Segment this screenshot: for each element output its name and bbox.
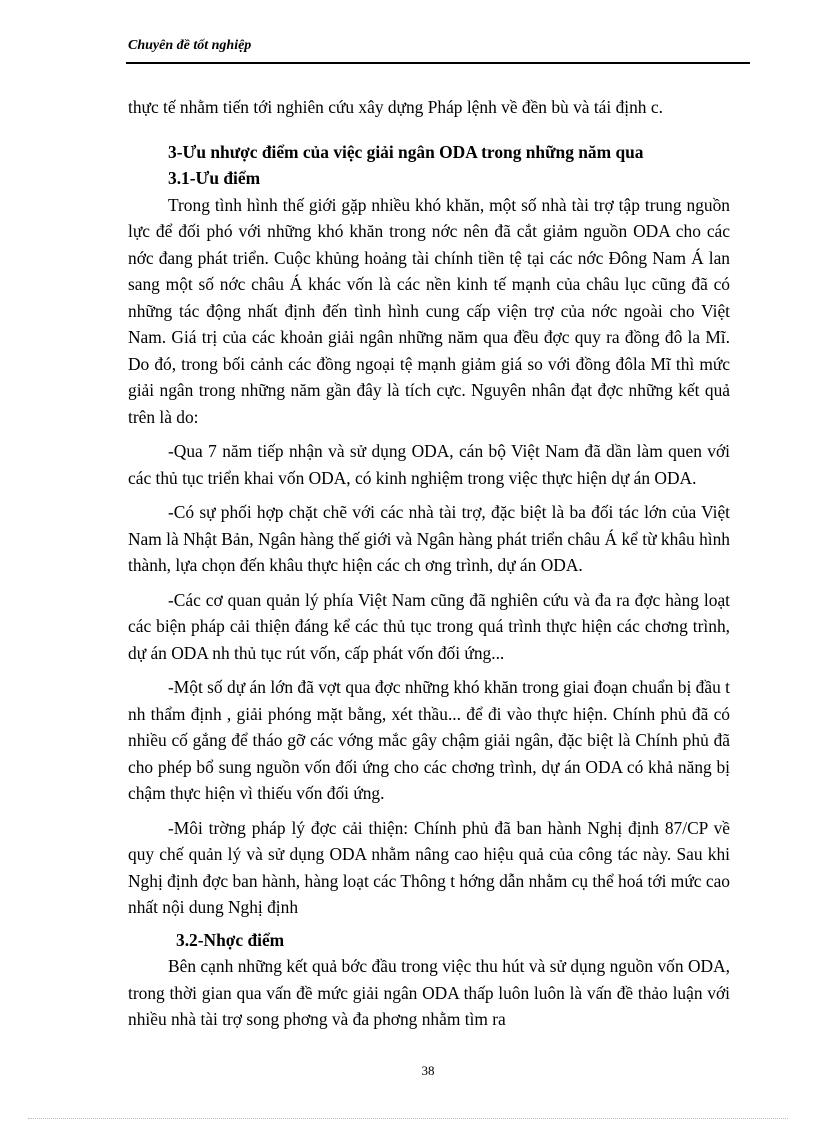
- subsection-heading-advantages: 3.1-Ưu điểm: [168, 168, 261, 188]
- list-item: -Qua 7 năm tiếp nhận và sử dụng ODA, cán bộ Việt Nam đã dần làm quen với các thủ tục triển khai vốn ODA, có kinh nghiệm trong việc thực hiện dự án ODA.: [128, 441, 730, 488]
- paragraph: Trong tình hình thế giới gặp nhiều khó khăn, một số nhà tài trợ tập trung nguồn lực để đối phó với những khó khăn trong nớc nên đã cắt giảm nguồn ODA cho các nớc đang phát triển. Cuộc khủng hoảng tài chính tiền tệ tại các nớc Đông Nam Á lan sang một số nớc châu Á khác vốn là các nền kinh tế mạnh của châu lục cũng đã có những tác động nhất định đến tình hình cung cấp viện trợ của nớc ngoài cho Việt Nam. Giá trị của các khoản giải ngân những năm qua đều đợc quy ra đồng đô la Mĩ. Do đó, trong bối cảnh các đồng ngoại tệ mạnh giảm giá so với đồng đôla Mĩ thì mức giải ngân trong những năm gần đây là tích cực. Nguyên nhân đạt đợc những kết quả trên là do:: [128, 194, 730, 427]
- footer-divider: [28, 1118, 788, 1119]
- paragraph: Bên cạnh những kết quả bớc đầu trong việc thu hút và sử dụng nguồn vốn ODA, trong thời gian qua vấn đề mức giải ngân ODA thấp luôn luôn là vấn đề thảo luận với nhiều nhà tài trợ song phơng và đa phơng nhằm tìm ra: [128, 956, 730, 1029]
- section-heading: 3-Ưu nhược điểm của việc giải ngân ODA trong những năm qua: [168, 141, 644, 162]
- list-item: -Môi trờng pháp lý đợc cải thiện: Chính phủ đã ban hành Nghị định 87/CP về quy chế quản lý và sử dụng ODA nhằm nâng cao hiệu quả của công tác này. Sau khi Nghị định đợc ban hành, hàng loạt các Thông t hớng dẫn nhằm cụ thể hoá tới mức cao nhất nội dung Nghị định: [128, 817, 730, 917]
- subsection-heading-disadvantages: 3.2-Nhợc điểm: [176, 929, 285, 950]
- running-header: Chuyên đề tốt nghiệp: [128, 38, 252, 53]
- list-item: -Các cơ quan quản lý phía Việt Nam cũng đã nghiên cứu và đa ra đợc hàng loạt các biện pháp cải thiện đáng kể các thủ tục trong quá trình thực hiện các chơng trình, dự án ODA nh thủ tục rút vốn, cấp phát vốn đối ứng...: [128, 589, 730, 663]
- header-divider: [126, 62, 750, 64]
- list-item: -Có sự phối hợp chặt chẽ với các nhà tài trợ, đặc biệt là ba đối tác lớn của Việt Nam là Nhật Bản, Ngân hàng thế giới và Ngân hàng phát triển châu Á kể từ khâu hình thành, lựa chọn đến khâu thực hiện các ch ơng trình, dự án ODA.: [128, 502, 730, 575]
- document-body: [128, 94, 730, 1033]
- page-number: 38: [421, 1063, 435, 1078]
- list-item: -Một số dự án lớn đã vợt qua đợc những khó khăn trong giai đoạn chuẩn bị đầu t nh thẩm định , giải phóng mặt bằng, xét thầu... để đi vào thực hiện. Chính phủ đã có nhiều cố gắng để tháo gỡ các vớng mắc gây chậm giải ngân, đặc biệt là Chính phủ đã cho phép bổ sung nguồn vốn đối ứng cho các chơng trình, dự án ODA có khả năng bị chậm thực hiện vì thiếu vốn đối ứng.: [128, 677, 730, 803]
- intro-paragraph: thực tế nhằm tiến tới nghiên cứu xây dựng Pháp lệnh về đền bù và tái định c.: [128, 97, 663, 117]
